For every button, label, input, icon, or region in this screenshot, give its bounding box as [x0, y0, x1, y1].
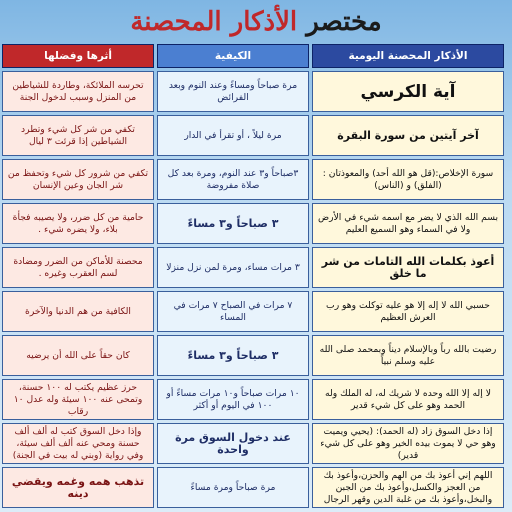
- row8-how: ١٠ مرات صباحاً و١٠ مرات مساءً أو ١٠٠ في اليوم أو أكثر: [157, 379, 309, 420]
- row7-dhikr: رضيت بالله رباً وبالإسلام ديناً وبمحمد صلى الله عليه وسلم نبياً: [312, 335, 504, 376]
- title-part2: الأذكار المحصنة: [130, 7, 298, 37]
- row5-dhikr: أعوذ بكلمات الله التامات من شر ما خلق: [312, 247, 504, 288]
- header-dhikr: الأذكار المحصنة اليومية: [312, 44, 504, 68]
- row3-how: ٣صباحاً و٣ عند النوم، ومرة بعد كل صلاة مفروضة: [157, 159, 309, 200]
- row9-virtue: وإذا دخل السوق كتب له ألف ألف حسنة ومحي عنه ألف ألف سيئة، وفي رواية (وبني له بيت في الجنة): [2, 423, 154, 464]
- row7-how: ٣ صباحاً و٣ مساءً: [157, 335, 309, 376]
- adhkar-table: [8, 44, 504, 508]
- row5-virtue: محصنة للأماكن من الضرر ومضادة لسم العقرب وغيره .: [2, 247, 154, 288]
- row6-virtue: الكافية من هم الدنيا والآخرة: [2, 291, 154, 332]
- page-title: [0, 4, 512, 40]
- row4-dhikr: بسم الله الذي لا يضر مع اسمه شيء في الأرض ولا في السماء وهو السميع العليم: [312, 203, 504, 244]
- row4-how: ٣ صباحاً و٣ مساءً: [157, 203, 309, 244]
- row1-dhikr: آية الكرسي: [312, 71, 504, 112]
- header-virtue: أثرها وفضلها: [2, 44, 154, 68]
- row2-virtue: تكفي من شر كل شيء وتطرد الشياطين إذا قرئت ٣ ليال: [2, 115, 154, 156]
- row6-how: ٧ مرات في الصباح ٧ مرات في المساء: [157, 291, 309, 332]
- row5-how: ٣ مرات مساء، ومرة لمن نزل منزلا: [157, 247, 309, 288]
- row10-virtue: تذهب همه وغمه ويقضي دينه: [2, 467, 154, 508]
- title-part1: مختصر: [306, 7, 382, 37]
- row8-virtue: حرز عظيم يكتب له ١٠٠ حسنة، وتمحى عنه ١٠٠ سيئة وله عدل ١٠ رقاب: [2, 379, 154, 420]
- row2-dhikr: آخر آيتين من سورة البقرة: [312, 115, 504, 156]
- row2-how: مرة ليلاً ، أو تقرأ في الدار: [157, 115, 309, 156]
- row10-dhikr: اللهم إني أعوذ بك من الهم والحزن،وأعوذ بك من العجز والكسل،وأعوذ بك من الجبن والبخل،وأعوذ بك من غلبة الدين وقهر الرجال: [312, 467, 504, 508]
- row4-virtue: حامية من كل ضرر، ولا يصيبه فجأة بلاء، ولا يضره شيء .: [2, 203, 154, 244]
- row10-how: مرة صباحاً ومرة مساءً: [157, 467, 309, 508]
- row3-dhikr: سورة الإخلاص:(قل هو الله أحد) والمعوذتان : (الفلق) و (الناس): [312, 159, 504, 200]
- row9-how: عند دخول السوق مرة واحدة: [157, 423, 309, 464]
- row3-virtue: تكفي من شرور كل شيء وتحفظ من شر الجان وعين الإنسان: [2, 159, 154, 200]
- row6-dhikr: حسبي الله لا إله إلا هو عليه توكلت وهو رب العرش العظيم: [312, 291, 504, 332]
- header-how: الكيفية: [157, 44, 309, 68]
- row1-virtue: تحرسه الملائكة، وطاردة للشياطين من المنزل وسبب لدخول الجنة: [2, 71, 154, 112]
- row9-dhikr: إذا دخل السوق زاد (له الحمد): (يحيي ويميت وهو حي لا يموت بيده الخير وهو على كل شيء قدير): [312, 423, 504, 464]
- row8-dhikr: لا إله إلا الله وحده لا شريك له، له الملك وله الحمد وهو على كل شيء قدير: [312, 379, 504, 420]
- row7-virtue: كان حقاً على الله أن يرضيه: [2, 335, 154, 376]
- row1-how: مرة صباحاً ومساءً وعند النوم وبعد الفرائض: [157, 71, 309, 112]
